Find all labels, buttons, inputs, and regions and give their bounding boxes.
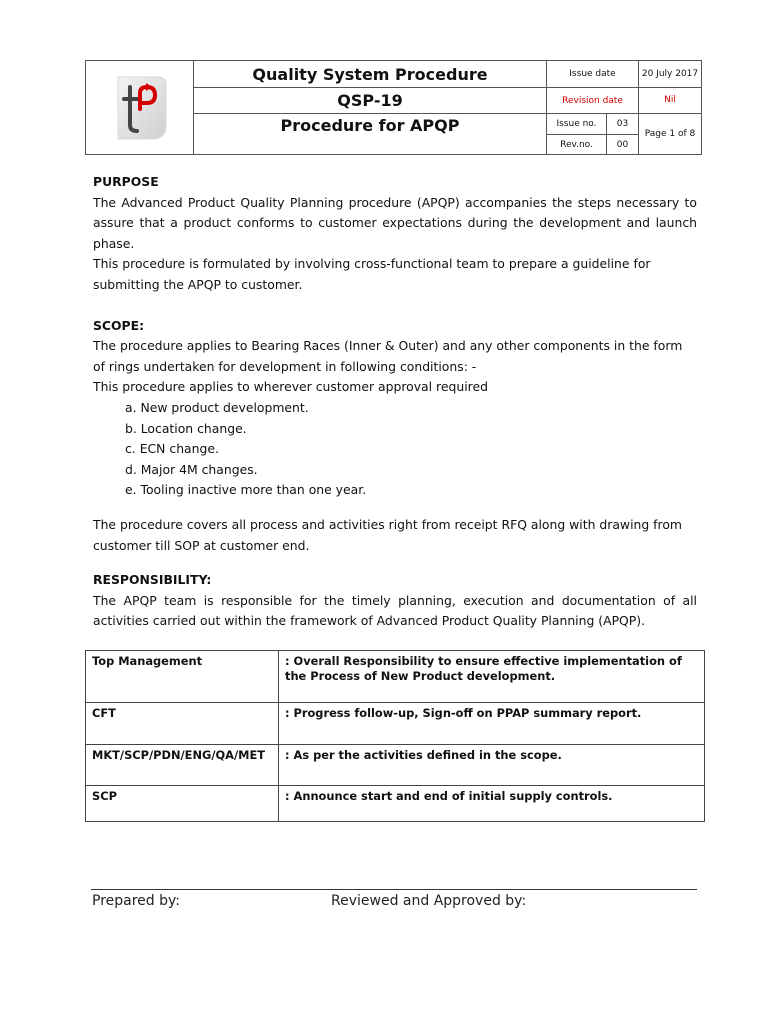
table-row: [86, 786, 705, 822]
list-item: d. Major 4M changes.: [125, 461, 258, 477]
table-row: [86, 651, 705, 703]
role-cell: CFT: [86, 703, 279, 745]
role-cell: MKT/SCP/PDN/ENG/QA/MET: [86, 745, 279, 786]
issue-no-label: Issue no.: [547, 114, 607, 135]
table-row: [86, 745, 705, 786]
signature-divider: [91, 889, 697, 890]
list-item: e. Tooling inactive more than one year.: [125, 482, 367, 498]
scope-paragraph-2: This procedure applies to wherever customer approval required: [93, 379, 488, 395]
list-item: c. ECN change.: [125, 441, 219, 457]
issue-no-value: 03: [607, 114, 639, 135]
document-subtitle: Procedure for APQP: [194, 114, 547, 155]
purpose-paragraph-2: This procedure is formulated by involving cross-functional team to prepare a guideline for submitting the APQP to customer.: [93, 256, 651, 292]
duty-cell: : Overall Responsibility to ensure effective implementation of the Process of New Product development.: [279, 651, 705, 703]
tp-logo-icon: [110, 73, 170, 143]
responsibility-paragraph: The APQP team is responsible for the timely planning, execution and documentation of all activities carried out within the framework of Advanced Product Quality Planning (APQP).: [93, 592, 697, 629]
responsibility-table: [85, 650, 705, 822]
issue-date-value: 20 July 2017: [639, 61, 702, 88]
list-item: b. Location change.: [125, 420, 247, 436]
role-cell: SCP: [86, 786, 279, 822]
rev-no-value: 00: [607, 135, 639, 155]
rev-no-label: Rev.no.: [547, 135, 607, 155]
scope-paragraph-3: The procedure covers all process and activities right from receipt RFQ along with drawing from customer till SOP at customer end.: [93, 516, 683, 553]
revision-date-value: Nil: [639, 88, 702, 114]
scope-conditions-list: [93, 398, 697, 501]
scope-paragraph-1: The procedure applies to Bearing Races (Inner & Outer) and any other components in the form of rings undertaken for development in following conditions: -: [93, 338, 683, 374]
document-header: [85, 60, 702, 155]
document-title: Quality System Procedure: [194, 61, 547, 88]
logo-cell: [86, 61, 194, 155]
list-item: a. New product development.: [125, 399, 309, 415]
table-row: [86, 703, 705, 745]
page-number: Page 1 of 8: [639, 114, 702, 155]
role-cell: Top Management: [86, 651, 279, 703]
scope-heading: SCOPE:: [93, 317, 145, 333]
purpose-heading: PURPOSE: [93, 174, 159, 189]
purpose-paragraph-1: The Advanced Product Quality Planning procedure (APQP) accompanies the steps necessary to assure that a product conforms to customer expectations during the development and launch phase.: [93, 194, 697, 251]
responsibility-heading: RESPONSIBILITY:: [93, 572, 212, 588]
document-body: [93, 172, 697, 632]
reviewed-by-label: Reviewed and Approved by:: [331, 893, 527, 909]
prepared-by-label: Prepared by:: [92, 893, 180, 909]
issue-date-label: Issue date: [547, 61, 639, 88]
duty-cell: : Announce start and end of initial supply controls.: [279, 786, 705, 822]
duty-cell: : As per the activities defined in the scope.: [279, 745, 705, 786]
revision-date-label: Revision date: [547, 88, 639, 114]
duty-cell: : Progress follow-up, Sign-off on PPAP summary report.: [279, 703, 705, 745]
document-code: QSP-19: [194, 88, 547, 114]
